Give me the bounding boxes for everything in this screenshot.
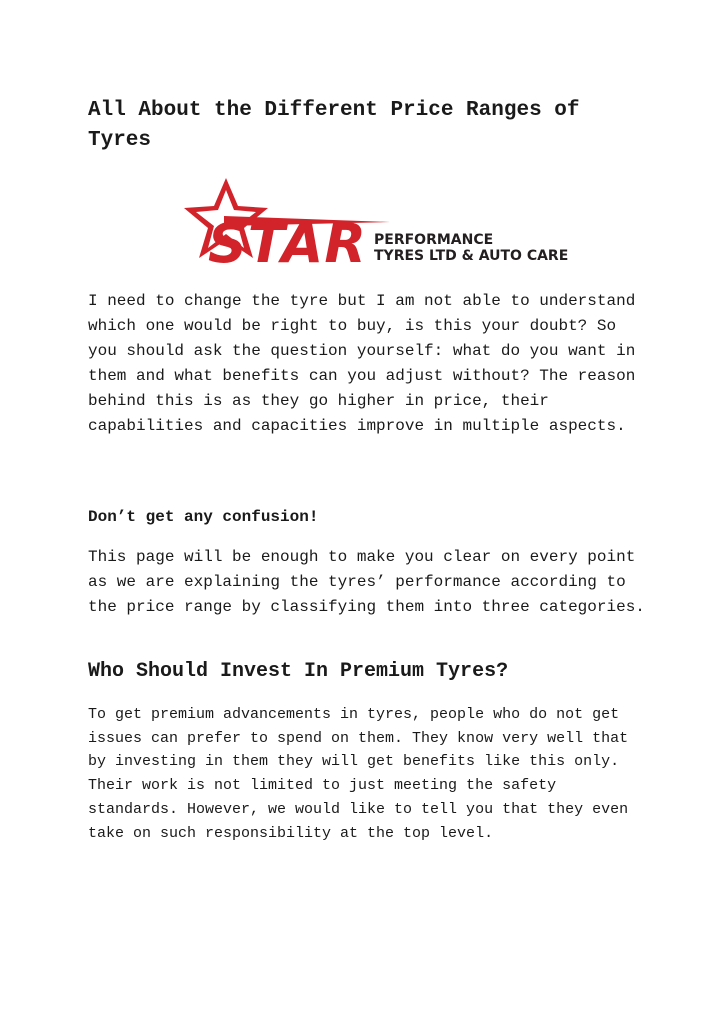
section-heading: Who Should Invest In Premium Tyres?: [88, 660, 509, 683]
logo-line1: PERFORMANCE: [374, 232, 494, 248]
premium-paragraph: To get premium advancements in tyres, people who do not get issues can prefer to spend on them. They know very well that by investing in them they will get benefits like this only. Their work is not limited to just meeting the safety standards. However, we would like to tell you that they even take on such responsibility at the top level.: [88, 706, 629, 842]
logo-line2: TYRES LTD & AUTO CARE: [374, 248, 568, 264]
explanation-paragraph: This page will be enough to make you clear on every point as we are explaining the tyres’ performance according to the price range by classifying them into three categories.: [88, 548, 645, 616]
star-performance-logo: [168, 176, 568, 272]
document-title: All About the Different Price Ranges of Tyres: [88, 99, 580, 152]
intro-paragraph: I need to change the tyre but I am not able to understand which one would be right to buy, is this your doubt? So you should ask the question yourself: what do you want in them and what benefits can you adjust without? The reason behind this is as they go higher in price, their capabilities and capacities improve in multiple aspects.: [88, 292, 636, 435]
subheading: Don’t get any confusion!: [88, 508, 319, 526]
logo-brand-text: STAR: [208, 212, 367, 272]
